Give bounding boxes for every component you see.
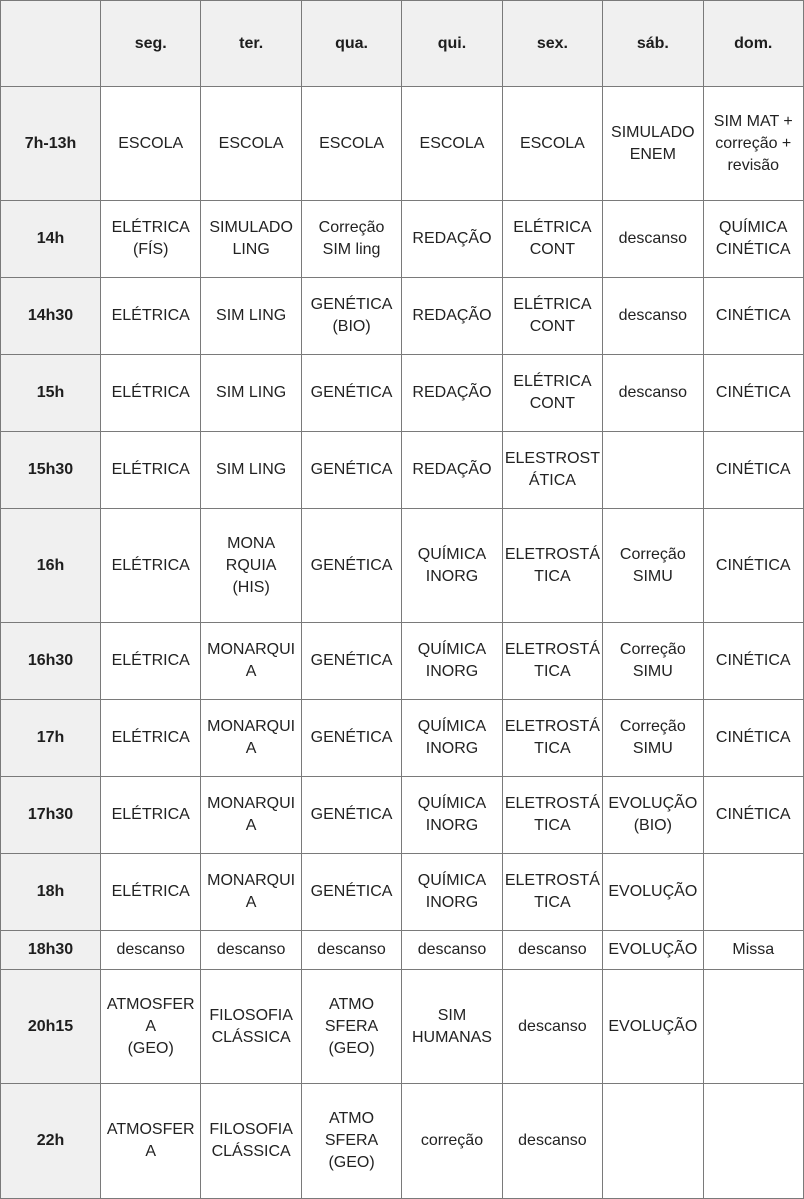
activity-cell: ELÉTRICA [101, 853, 201, 930]
activity-cell: ELETROSTÁ TICA [502, 508, 602, 622]
activity-cell: ELETROSTÁ TICA [502, 777, 602, 854]
activity-cell: EVOLUÇÃO [603, 930, 703, 969]
schedule-body [1, 87, 804, 1199]
schedule-row [1, 1084, 804, 1199]
activity-cell: Correção SIMU [603, 623, 703, 700]
activity-cell: descanso [502, 930, 602, 969]
activity-cell: ELÉTRICA [101, 278, 201, 355]
schedule-row [1, 432, 804, 509]
activity-cell: CINÉTICA [703, 777, 803, 854]
activity-cell: GENÉTICA [301, 700, 401, 777]
activity-cell: QUÍMICA INORG [402, 853, 502, 930]
activity-cell: SIM MAT + correção + revisão [703, 87, 803, 201]
activity-cell [703, 1084, 803, 1199]
time-cell: 18h [1, 853, 101, 930]
time-cell: 14h [1, 201, 101, 278]
activity-cell: MONA RQUIA (HIS) [201, 508, 301, 622]
activity-cell: SIMULADO ENEM [603, 87, 703, 201]
activity-cell: ESCOLA [402, 87, 502, 201]
day-header: seg. [101, 1, 201, 87]
activity-cell: ELÉTRICA [101, 623, 201, 700]
time-cell: 17h30 [1, 777, 101, 854]
schedule-row [1, 777, 804, 854]
time-cell: 7h-13h [1, 87, 101, 201]
day-header: dom. [703, 1, 803, 87]
time-cell: 16h [1, 508, 101, 622]
time-cell: 14h30 [1, 278, 101, 355]
activity-cell: GENÉTICA [301, 508, 401, 622]
activity-cell: MONARQUI A [201, 700, 301, 777]
day-header: sex. [502, 1, 602, 87]
activity-cell: QUÍMICA INORG [402, 777, 502, 854]
activity-cell: SIMULADO LING [201, 201, 301, 278]
time-cell: 22h [1, 1084, 101, 1199]
time-cell: 18h30 [1, 930, 101, 969]
schedule-row [1, 930, 804, 969]
activity-cell: ELÉTRICA [101, 508, 201, 622]
activity-cell: MONARQUI A [201, 777, 301, 854]
time-cell: 15h [1, 355, 101, 432]
activity-cell: GENÉTICA (BIO) [301, 278, 401, 355]
activity-cell: GENÉTICA [301, 777, 401, 854]
day-header: ter. [201, 1, 301, 87]
activity-cell: ELÉTRICA CONT [502, 201, 602, 278]
activity-cell: ELÉTRICA [101, 432, 201, 509]
activity-cell: ELÉTRICA CONT [502, 355, 602, 432]
activity-cell: correção [402, 1084, 502, 1199]
activity-cell: FILOSOFIA CLÁSSICA [201, 970, 301, 1084]
activity-cell [703, 970, 803, 1084]
activity-cell: Missa [703, 930, 803, 969]
activity-cell: ESCOLA [301, 87, 401, 201]
time-cell: 15h30 [1, 432, 101, 509]
activity-cell: ATMO SFERA (GEO) [301, 970, 401, 1084]
schedule-row [1, 970, 804, 1084]
activity-cell: descanso [603, 355, 703, 432]
activity-cell: SIM LING [201, 355, 301, 432]
activity-cell: ESCOLA [201, 87, 301, 201]
activity-cell: QUÍMICA INORG [402, 700, 502, 777]
schedule-row [1, 700, 804, 777]
activity-cell: REDAÇÃO [402, 432, 502, 509]
header-row [1, 1, 804, 87]
activity-cell: descanso [603, 278, 703, 355]
activity-cell: CINÉTICA [703, 508, 803, 622]
activity-cell: ELÉTRICA [101, 700, 201, 777]
activity-cell: CINÉTICA [703, 432, 803, 509]
activity-cell: QUÍMICA INORG [402, 508, 502, 622]
activity-cell: SIM LING [201, 278, 301, 355]
activity-cell: descanso [301, 930, 401, 969]
day-header: qua. [301, 1, 401, 87]
activity-cell: ELÉTRICA (FÍS) [101, 201, 201, 278]
activity-cell: Correção SIM ling [301, 201, 401, 278]
time-cell: 17h [1, 700, 101, 777]
activity-cell: MONARQUI A [201, 853, 301, 930]
activity-cell: REDAÇÃO [402, 278, 502, 355]
schedule-row [1, 853, 804, 930]
activity-cell [603, 1084, 703, 1199]
activity-cell: CINÉTICA [703, 355, 803, 432]
schedule-row [1, 508, 804, 622]
activity-cell: CINÉTICA [703, 700, 803, 777]
corner-cell [1, 1, 101, 87]
time-cell: 20h15 [1, 970, 101, 1084]
activity-cell: descanso [402, 930, 502, 969]
activity-cell: Correção SIMU [603, 508, 703, 622]
activity-cell: descanso [502, 1084, 602, 1199]
activity-cell: MONARQUI A [201, 623, 301, 700]
activity-cell: EVOLUÇÃO [603, 970, 703, 1084]
activity-cell: GENÉTICA [301, 355, 401, 432]
activity-cell: descanso [101, 930, 201, 969]
activity-cell: QUÍMICA CINÉTICA [703, 201, 803, 278]
activity-cell: ELESTROST ÁTICA [502, 432, 602, 509]
activity-cell: CINÉTICA [703, 623, 803, 700]
activity-cell: ELETROSTÁ TICA [502, 853, 602, 930]
activity-cell: ATMO SFERA (GEO) [301, 1084, 401, 1199]
activity-cell: ELÉTRICA [101, 355, 201, 432]
activity-cell [603, 432, 703, 509]
activity-cell: GENÉTICA [301, 432, 401, 509]
activity-cell: GENÉTICA [301, 853, 401, 930]
schedule-row [1, 623, 804, 700]
activity-cell: QUÍMICA INORG [402, 623, 502, 700]
activity-cell: descanso [502, 970, 602, 1084]
schedule-row [1, 87, 804, 201]
activity-cell: Correção SIMU [603, 700, 703, 777]
activity-cell: ELETROSTÁ TICA [502, 623, 602, 700]
activity-cell: SIM LING [201, 432, 301, 509]
activity-cell: CINÉTICA [703, 278, 803, 355]
activity-cell: ELÉTRICA CONT [502, 278, 602, 355]
schedule-row [1, 278, 804, 355]
activity-cell: descanso [201, 930, 301, 969]
activity-cell: descanso [603, 201, 703, 278]
time-cell: 16h30 [1, 623, 101, 700]
activity-cell: EVOLUÇÃO [603, 853, 703, 930]
activity-cell: FILOSOFIA CLÁSSICA [201, 1084, 301, 1199]
activity-cell: ELETROSTÁ TICA [502, 700, 602, 777]
activity-cell: REDAÇÃO [402, 355, 502, 432]
day-header: qui. [402, 1, 502, 87]
activity-cell: REDAÇÃO [402, 201, 502, 278]
day-header: sáb. [603, 1, 703, 87]
activity-cell: ATMOSFER A [101, 1084, 201, 1199]
activity-cell: ESCOLA [502, 87, 602, 201]
activity-cell: ATMOSFER A (GEO) [101, 970, 201, 1084]
activity-cell: SIM HUMANAS [402, 970, 502, 1084]
schedule-row [1, 355, 804, 432]
activity-cell: EVOLUÇÃO (BIO) [603, 777, 703, 854]
activity-cell [703, 853, 803, 930]
activity-cell: GENÉTICA [301, 623, 401, 700]
schedule-row [1, 201, 804, 278]
activity-cell: ESCOLA [101, 87, 201, 201]
activity-cell: ELÉTRICA [101, 777, 201, 854]
